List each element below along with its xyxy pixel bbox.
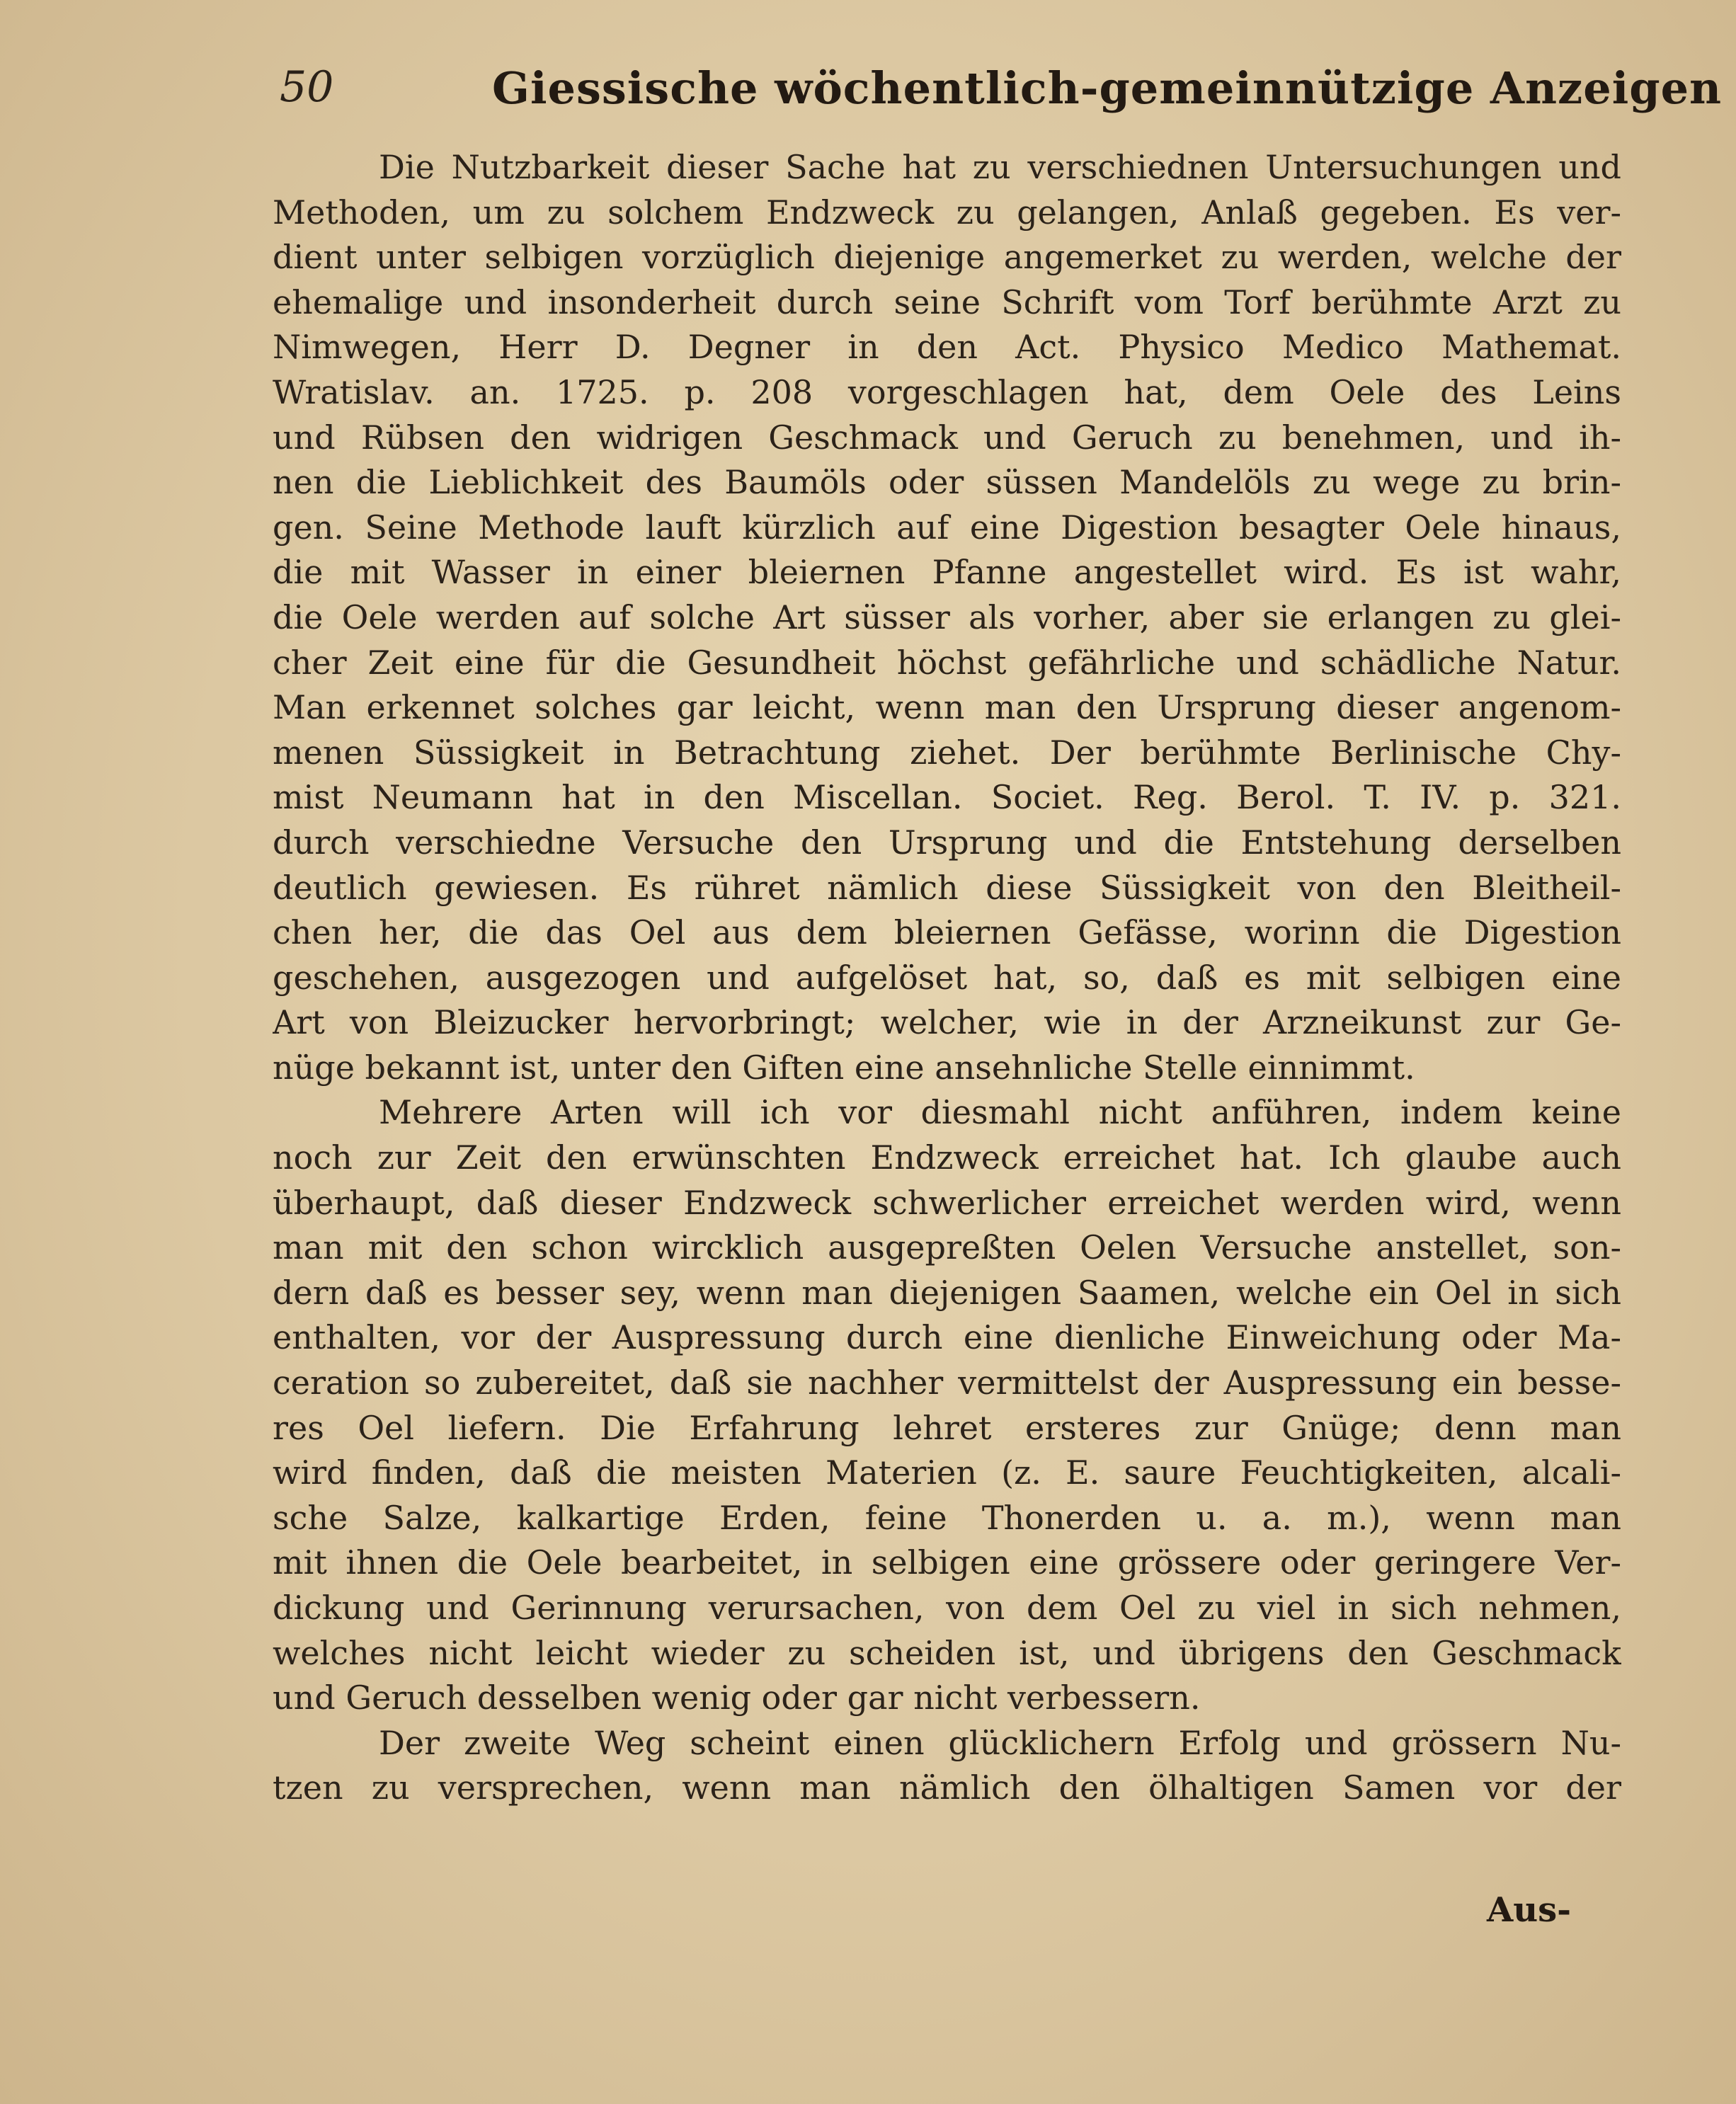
text-line: menen Süssigkeit in Betrachtung ziehet. Der berühmte Berlinische Chy- <box>273 733 1621 772</box>
text-line: ceration so zubereitet, daß sie nachher vermittelst der Auspressung ein besse- <box>273 1363 1621 1402</box>
text-line: wird finden, daß die meisten Materien (z. E. saure Feuchtigkeiten, alcali- <box>273 1453 1621 1492</box>
text-line: und Rübsen den widrigen Geschmack und Geruch zu benehmen, und ih- <box>273 418 1621 457</box>
text-line: man mit den schon wircklich ausgepreßten Oelen Versuche anstellet, son- <box>273 1228 1621 1267</box>
running-title: Giessische wöchentlich-gemeinnützige Anzeigen <box>492 62 1723 114</box>
text-line: dern daß es besser sey, wenn man diejenigen Saamen, welche ein Oel in sich <box>273 1273 1621 1312</box>
text-line: nen die Lieblichkeit des Baumöls oder süssen Mandelöls zu wege zu brin- <box>273 463 1621 502</box>
page-number: 50 <box>280 62 334 112</box>
text-line: Art von Bleizucker hervorbringt; welcher, wie in der Arzneikunst zur Ge- <box>273 1003 1621 1042</box>
body-text <box>273 145 1621 1811</box>
text-line: mit ihnen die Oele bearbeitet, in selbigen eine grössere oder geringere Ver- <box>273 1543 1621 1582</box>
text-line: enthalten, vor der Auspressung durch eine dienliche Einweichung oder Ma- <box>273 1318 1621 1357</box>
text-line: welches nicht leicht wieder zu scheiden ist, und übrigens den Geschmack <box>273 1633 1621 1672</box>
text-line: geschehen, ausgezogen und aufgelöset hat, so, daß es mit selbigen eine <box>273 958 1621 997</box>
text-line: Die Nutzbarkeit dieser Sache hat zu verschiednen Untersuchungen und <box>379 148 1621 186</box>
text-line: Der zweite Weg scheint einen glücklichern Erfolg und grössern Nu- <box>379 1723 1621 1762</box>
text-line: überhaupt, daß dieser Endzweck schwerlicher erreichet werden wird, wenn <box>273 1183 1621 1222</box>
text-line: durch verschiedne Versuche den Ursprung und die Entstehung derselben <box>273 823 1621 862</box>
text-line: deutlich gewiesen. Es rühret nämlich diese Süssigkeit von den Bleitheil- <box>273 868 1621 907</box>
text-line: tzen zu versprechen, wenn man nämlich den ölhaltigen Samen vor der <box>273 1768 1621 1807</box>
text-line: res Oel liefern. Die Erfahrung lehret ersteres zur Gnüge; denn man <box>273 1408 1621 1447</box>
text-line: Wratislav. an. 1725. p. 208 vorgeschlagen hat, dem Oele des Leins <box>273 372 1621 411</box>
text-line: und Geruch desselben wenig oder gar nicht verbessern. <box>273 1679 1201 1717</box>
text-line: ehemalige und insonderheit durch seine Schrift vom Torf berühmte Arzt zu <box>273 282 1621 321</box>
text-line: noch zur Zeit den erwünschten Endzweck erreichet hat. Ich glaube auch <box>273 1138 1621 1177</box>
text-line: gen. Seine Methode lauft kürzlich auf eine Digestion besagter Oele hinaus, <box>273 508 1621 547</box>
catchword: Aus- <box>1487 1890 1572 1930</box>
text-line: mist Neumann hat in den Miscellan. Societ. Reg. Berol. T. IV. p. 321. <box>273 778 1621 817</box>
text-line: Mehrere Arten will ich vor diesmahl nicht anführen, indem keine <box>379 1093 1621 1132</box>
text-line: cher Zeit eine für die Gesundheit höchst gefährliche und schädliche Natur. <box>273 643 1621 682</box>
text-line: die Oele werden auf solche Art süsser als vorher, aber sie erlangen zu glei- <box>273 598 1621 636</box>
text-line: dient unter selbigen vorzüglich diejenige angemerket zu werden, welche der <box>273 238 1621 277</box>
text-line: die mit Wasser in einer bleiernen Pfanne angestellet wird. Es ist wahr, <box>273 553 1621 592</box>
text-line: dickung und Gerinnung verursachen, von dem Oel zu viel in sich nehmen, <box>273 1589 1621 1627</box>
text-line: sche Salze, kalkartige Erden, feine Thonerden u. a. m.), wenn man <box>273 1498 1621 1537</box>
text-line: Methoden, um zu solchem Endzweck zu gelangen, Anlaß gegeben. Es ver- <box>273 193 1621 231</box>
page-header <box>280 62 1723 126</box>
text-line: Man erkennet solches gar leicht, wenn man den Ursprung dieser angenom- <box>273 688 1621 727</box>
text-line: Nimwegen, Herr D. Degner in den Act. Physico Medico Mathemat. <box>273 328 1621 367</box>
text-line: chen her, die das Oel aus dem bleiernen Gefässe, worinn die Digestion <box>273 913 1621 952</box>
text-line: nüge bekannt ist, unter den Giften eine ansehnliche Stelle einnimmt. <box>273 1048 1415 1087</box>
